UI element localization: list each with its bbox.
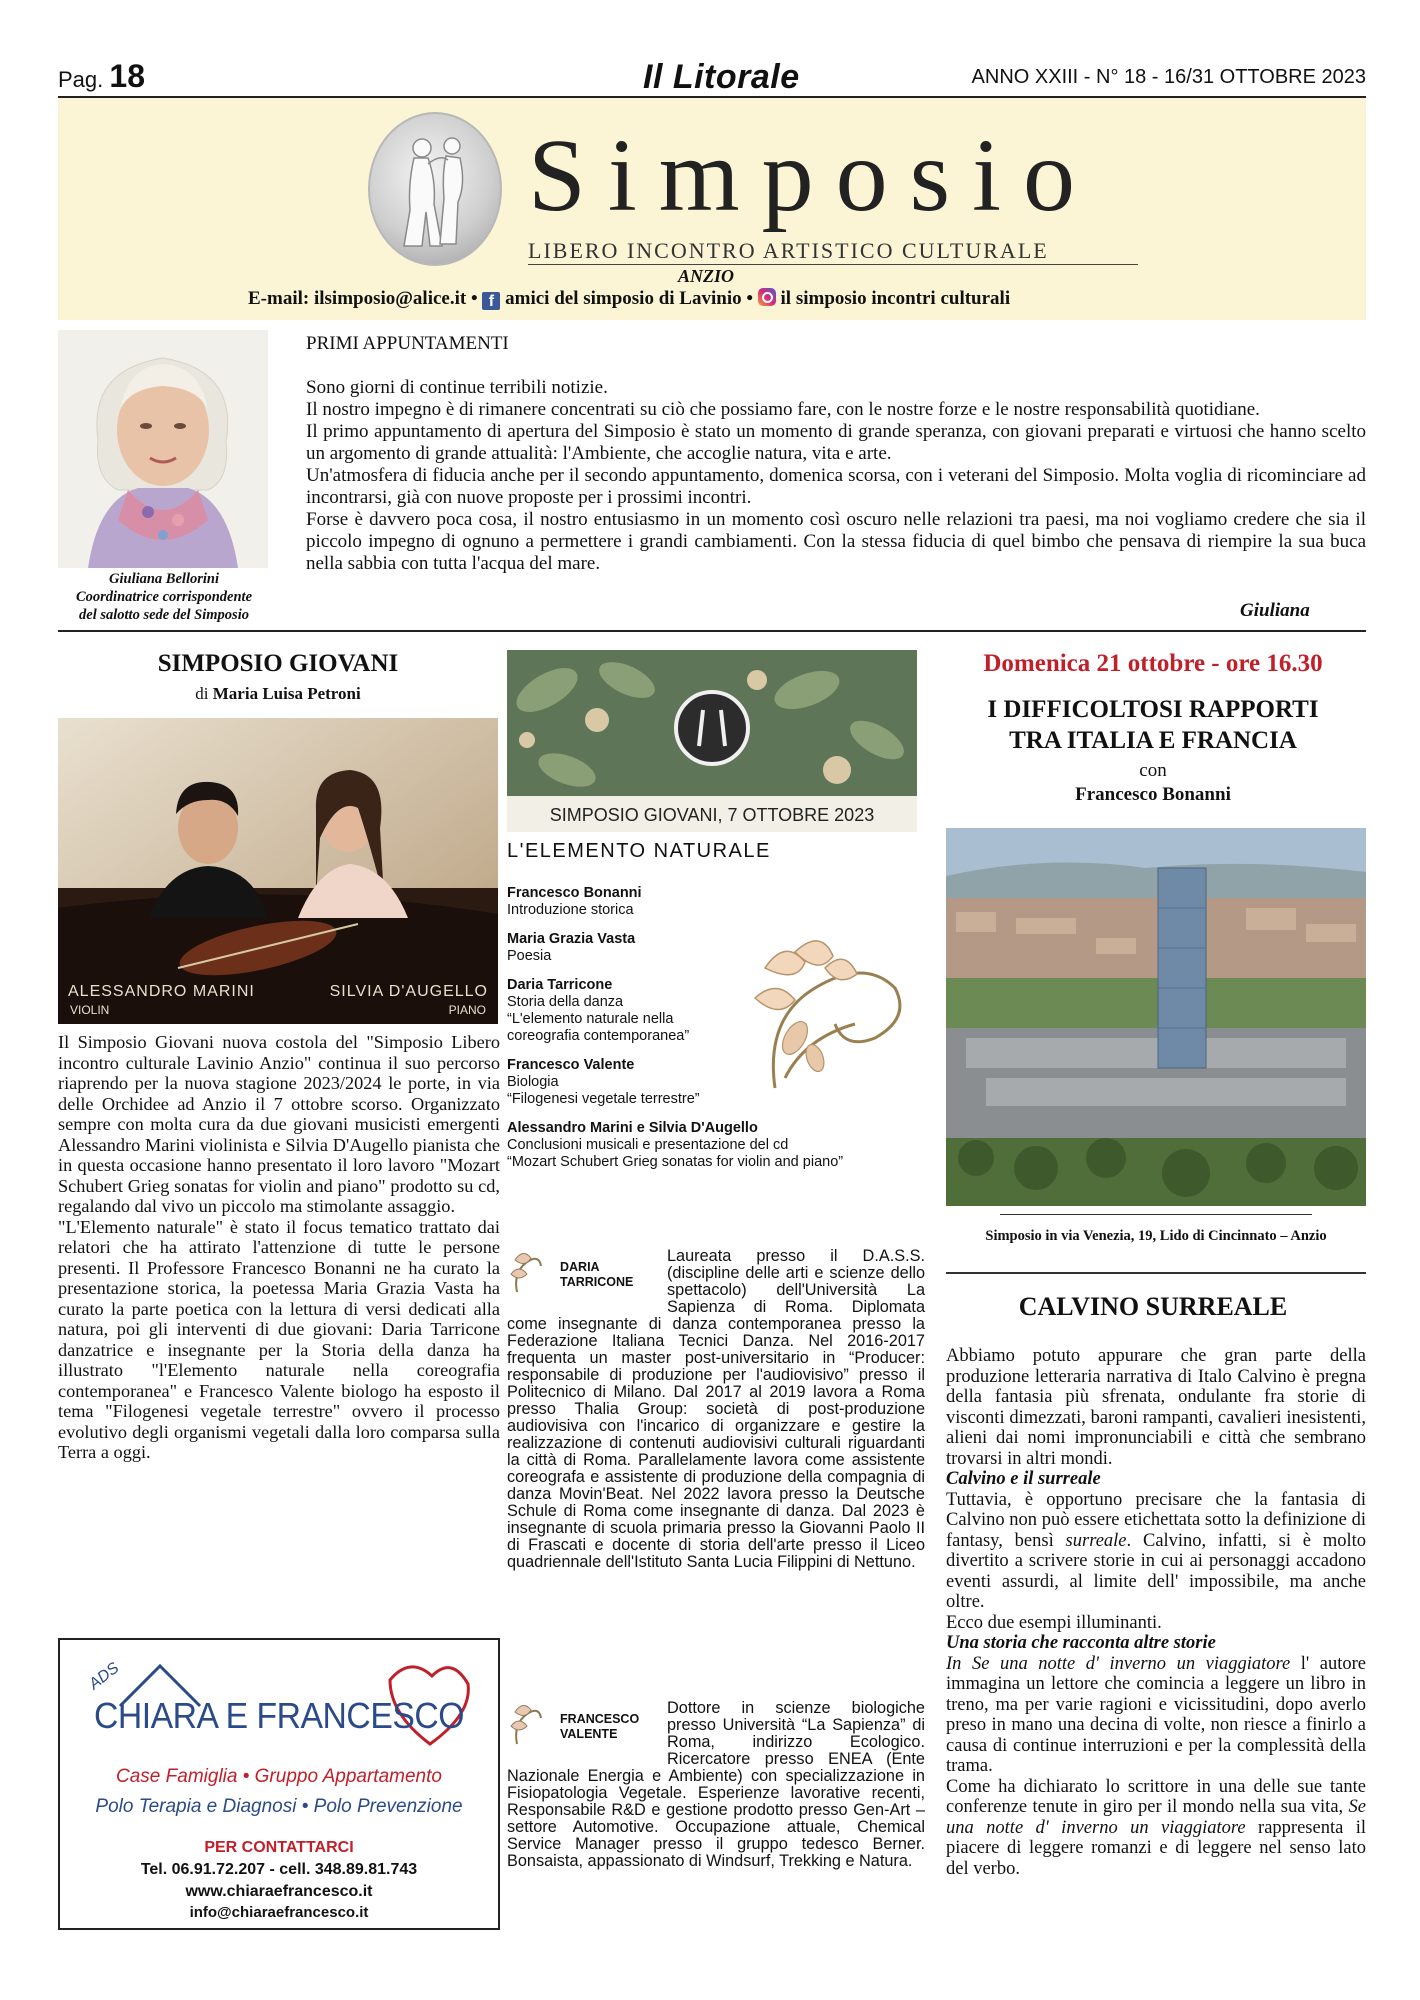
event-date: Domenica 21 ottobre - ore 16.30 — [983, 650, 1323, 677]
email-contact[interactable]: E-mail: ilsimposio@alice.it — [248, 288, 467, 309]
text-run: Come ha dichiarato lo scrittore in una delle sue tante conferenze tenute in giro per il mondo nella sua vita, — [946, 1776, 1366, 1817]
bio-spacer — [507, 1248, 667, 1316]
contacts-line — [248, 288, 1010, 310]
simposio-logo-medal — [368, 112, 502, 266]
intro-paragraph: Forse è davvero poca cosa, il nostro entusiasmo in un momento così oscuro nelle relazioni tra paesi, ma noi vogliamo credere che sia il piccolo impegno di ognuno a permettere i grandi cambiamenti. Con la stessa fiducia di quel bimbo che pensava di riempire la sua buca nella sabbia con tutta l'acqua del mare. — [306, 509, 1366, 574]
photo-caption: Simposio in via Venezia, 19, Lido di Cincinnato – Anzio — [985, 1228, 1327, 1244]
aerial-town-photo — [946, 828, 1366, 1206]
bio-francesco — [507, 1700, 925, 1870]
art-nouveau-flower-icon — [735, 928, 915, 1098]
bio-last-name: VALENTE — [560, 1727, 618, 1741]
page-number — [58, 58, 145, 95]
intro-paragraph: Sono giorni di continue terribili notizie. — [306, 377, 608, 398]
caption-line: del salotto sede del Simposio — [79, 607, 249, 623]
ad-badge: ADS — [85, 1659, 123, 1694]
program-topic: Poesia — [507, 948, 552, 964]
intro-heading: PRIMI APPUNTAMENTI — [306, 333, 509, 354]
program-topic: Storia della danza — [507, 994, 624, 1010]
calvino-subheading: Calvino e il surreale — [946, 1469, 1101, 1489]
calvino-paragraph: Abbiamo potuto appurare che gran parte della produzione letteraria narrativa di Italo Calvino è pregna della fantasia più sfrenata, ondulante fra storie di visconti dimezzati, baroni rampanti, cavalieri inesistenti, alieni dai nomi impronunciabili e città che sembrano trovarsi in altri mondi. — [946, 1346, 1366, 1469]
giovani-title: SIMPOSIO GIOVANI — [157, 650, 399, 677]
ad-website: www.chiaraefrancesco.it — [185, 1883, 373, 1900]
facebook-icon: f — [482, 292, 500, 310]
program-topic: “Filogenesi vegetale terrestre” — [507, 1091, 700, 1107]
poster-caption: SIMPOSIO GIOVANI, 7 OTTOBRE 2023 — [549, 805, 875, 825]
ad-contact-heading: PER CONTATTARCI — [204, 1839, 354, 1856]
event-title — [940, 694, 1366, 756]
instagram-contact[interactable]: il simposio incontri culturali — [780, 288, 1011, 309]
bio-text: Laureata presso il D.A.S.S. (discipline delle arti e scienze dello spettacolo) dell'Università La Sapienza di Roma. Diplomata come insegnante di danza contemporanea presso la Federazione Italiana Tecnici Danza. Nel 2016-2017 frequenta un master post-universitario in “Producer: responsabile di produzione per l'audiovisivo” presso il Politecnico di Milano. Dal 2017 al 2019 lavora a Roma presso Thalia Group: società di post-produzione audiovisiva con l'incarico di organizzare e gestire la realizzazione di contenuti audiovisivi culturali riguardanti la città di Roma. Parallelamente lavora come assistente coreografa e assistente di produzione della compagnia di danza Movin'Beat. Nel 2022 lavora presso la Deutsche Schule di Roma come insegnante di danza. Dal 2023 è insegnante di scuola primaria presso la Giovanni Paolo II di Frascati e docente di storia dell'arte presso il Liceo quadriennale dell'Istituto Santa Lucia Filippini di Nettuno. — [507, 1247, 925, 1571]
byline-name: Maria Luisa Petroni — [212, 684, 361, 703]
program-speaker: Francesco Valente — [507, 1057, 635, 1073]
page-header — [58, 58, 1366, 98]
calvino-paragraph: Ecco due esempi illuminanti. — [946, 1612, 1162, 1633]
intro-paragraph: Il nostro impegno è di rimanere concentrati su ciò che possiamo fare, con le nostre forze e le nostre responsabilità quotidiane. — [306, 399, 1260, 420]
intro-paragraph: Un'atmosfera di fiducia anche per il secondo appuntamento, domenica scorsa, con i veterani del Simposio. Molta voglia di ricominciare ad incontrarsi, già con nuove proposte per i prossimi incontri. — [306, 465, 1366, 508]
text-emphasis: Se una notte d' inverno un viaggiatore — [946, 1797, 1366, 1838]
program-topic: Introduzione storica — [507, 902, 634, 918]
calvino-paragraph — [946, 1777, 1366, 1880]
separator: • — [470, 288, 478, 309]
brand-title: Simposio — [528, 118, 1097, 233]
page-label: Pag. — [58, 67, 104, 92]
program-speaker: Francesco Bonanni — [507, 885, 642, 901]
giovani-article — [58, 1032, 500, 1463]
intro-paragraph: Il primo appuntamento di apertura del Simposio è stato un momento di grande speranza, con giovani preparati e virtuosi che hanno scelto un argomento di grande attualità: l'Ambiente, che accoglie natura, vita e arte. — [306, 421, 1366, 464]
bio-first-name: DARIA — [560, 1260, 600, 1274]
separator: • — [746, 288, 754, 309]
ad-email: info@chiaraefrancesco.it — [189, 1904, 369, 1921]
intro-article — [306, 333, 1366, 575]
giovani-byline — [58, 684, 498, 704]
bio-text: Dottore in scienze biologiche presso Università “La Sapienza” di Roma, indirizzo Ecologico. Ricercatore presso ENEA (Ente Nazionale Energia e Ambiente) con specializzazione in Fisiopatologia Vegetale. Esperienze lavorative recenti, Responsabile R&D e gestione prodotto presso Gen-Art – settore Automotive. Occupazione attuale, Chemical Service Manager presso il gruppo tedesco Berner. Bonsaista, appassionato di Windsurf, Trekking e Natura. — [507, 1699, 925, 1870]
calvino-article — [946, 1346, 1366, 1879]
issue-info: ANNO XXIII - N° 18 - 16/31 OTTOBRE 2023 — [971, 66, 1366, 88]
program-topic: “Mozart Schubert Grieg sonatas for violin and piano” — [507, 1154, 844, 1170]
caption-line: Giuliana Bellorini — [109, 571, 219, 587]
program-topic: coreografia contemporanea” — [507, 1028, 690, 1044]
text-run: rappresenta il piacere di leggere romanzi e di leggere nel senso lato del verbo. — [946, 1817, 1366, 1879]
event-title-line: I DIFFICOLTOSI RAPPORTI — [987, 696, 1319, 723]
text-emphasis: surreale — [1065, 1530, 1127, 1551]
program-topic: “L'elemento naturale nella — [507, 1011, 674, 1027]
text-run: . Calvino, infatti, si è molto divertito a scrivere storie in cui ai personaggi accadono eventi assurdi, al limite dell' impossibile, ma anche oltre. — [946, 1530, 1366, 1612]
section-rule — [946, 1272, 1366, 1274]
calvino-paragraph — [946, 1654, 1366, 1777]
program-speaker: Alessandro Marini e Silvia D'Augello — [507, 1120, 758, 1136]
photo-left-name: ALESSANDRO MARINI — [68, 983, 255, 1000]
bio-spacer — [507, 1700, 667, 1768]
facebook-contact[interactable]: amici del simposio di Lavinio — [505, 288, 742, 309]
giovani-paragraph: Il Simposio Giovani nuova costola del "Simposio Libero incontro culturale Lavinio Anzio" continua il suo percorso riaprendo per la nuova stagione 2023/2024 le porte, in via delle Orchidee ad Anzio il 7 ottobre scorso. Organizzato sempre con molta cura da due giovani musicisti emergenti Alessandro Marini violinista e Silvia D'Augello pianista che in questa occasione hanno presentato il loro lavoro "Mozart Schubert Grieg sonatas for violin and piano" prodotto su cd, regalando dal vivo un piccolo ma stimolante assaggio. — [58, 1032, 500, 1216]
program-speaker: Daria Tarricone — [507, 977, 613, 993]
portrait-caption — [40, 570, 288, 624]
program-speaker: Maria Grazia Vasta — [507, 931, 636, 947]
city-label: ANZIO — [678, 266, 735, 286]
giovani-paragraph: "L'Elemento naturale" è stato il focus tematico trattato dai relatori che ha attirato l'attenzione di tutte le persone presenti. Il Professore Francesco Bonanni ne ha curato la presentazione storica, la poetessa Maria Grazia Vasta ha curato la parte poetica con la lettura di versi dedicati alla natura, poi gli interventi di due giovani: Daria Tarricone danzatrice e insegnante per la Storia della danza ha illustrato "l'Elemento naturale nella coreografia contemporanea" e Francesco Valente biologo ha esposto il tema "Filogenesi vegetale terrestre" ovvero il processo evolutivo degli organismi vegetali dalla loro comparsa sulla Terra a oggi. — [58, 1216, 500, 1462]
bio-first-name: FRANCESCO — [560, 1712, 640, 1726]
bio-daria — [507, 1248, 925, 1571]
newspaper-title: Il Litorale — [643, 58, 800, 96]
musicians-photo — [58, 718, 498, 1024]
photo-right-role: PIANO — [448, 1003, 486, 1017]
ad-services-1: Case Famiglia • Gruppo Appartamento — [116, 1766, 442, 1787]
logo-icon — [676, 692, 748, 764]
ad-name: CHIARA E FRANCESCO — [94, 1695, 464, 1736]
ad-phones: Tel. 06.91.72.207 - cell. 348.89.81.743 — [140, 1861, 418, 1878]
photo-left-role: VIOLIN — [70, 1003, 110, 1017]
event-with: con — [1139, 760, 1167, 781]
page-number-value: 18 — [109, 58, 145, 94]
photo-right-name: SILVIA D'AUGELLO — [329, 983, 488, 1000]
brand-tagline: LIBERO INCONTRO ARTISTICO CULTURALE — [528, 238, 1049, 263]
program-item — [507, 1120, 927, 1171]
caption-line: Coordinatrice corrispondente — [75, 589, 253, 605]
bio-last-name: TARRICONE — [560, 1275, 634, 1289]
dancers-icon — [370, 114, 500, 264]
event-poster — [507, 650, 917, 832]
masthead — [58, 98, 1366, 320]
calvino-title: CALVINO SURREALE — [1018, 1292, 1288, 1321]
program-topic: Biologia — [507, 1074, 559, 1090]
caption-rule — [1000, 1214, 1312, 1215]
text-run: Tuttavia, è opportuno precisare che la fantasia di Calvino non può essere etichettata sotto la definizione di fantasy, bensì — [946, 1489, 1366, 1551]
event-title-line: TRA ITALIA E FRANCIA — [1009, 727, 1297, 754]
chiara-francesco-ad — [58, 1638, 500, 1930]
tagline-rule — [528, 264, 1138, 265]
program-topic: Conclusioni musicali e presentazione del cd — [507, 1137, 789, 1153]
event-speaker: Francesco Bonanni — [1075, 784, 1231, 805]
text-emphasis: In Se una notte d' inverno un viaggiatore — [946, 1653, 1291, 1674]
program-item — [507, 885, 927, 919]
instagram-icon — [758, 288, 776, 306]
intro-signature: Giuliana — [1240, 600, 1310, 621]
portrait-photo — [58, 330, 268, 568]
byline-prefix: di — [195, 684, 209, 703]
calvino-paragraph — [946, 1490, 1366, 1613]
ad-services-2: Polo Terapia e Diagnosi • Polo Prevenzione — [95, 1796, 463, 1817]
section-rule — [58, 630, 1366, 632]
calvino-subheading: Una storia che racconta altre storie — [946, 1633, 1216, 1653]
text-run: l' autore immagina un lettore che comincia a leggere un libro in treno, ma per varie ragioni e vicissitudini, dopo averlo preso in mano una decina di volte, non riesce a finirlo a causa di continue interruzioni e per la complessità della trama. — [946, 1653, 1366, 1776]
program-title: L'ELEMENTO NATURALE — [507, 840, 771, 862]
